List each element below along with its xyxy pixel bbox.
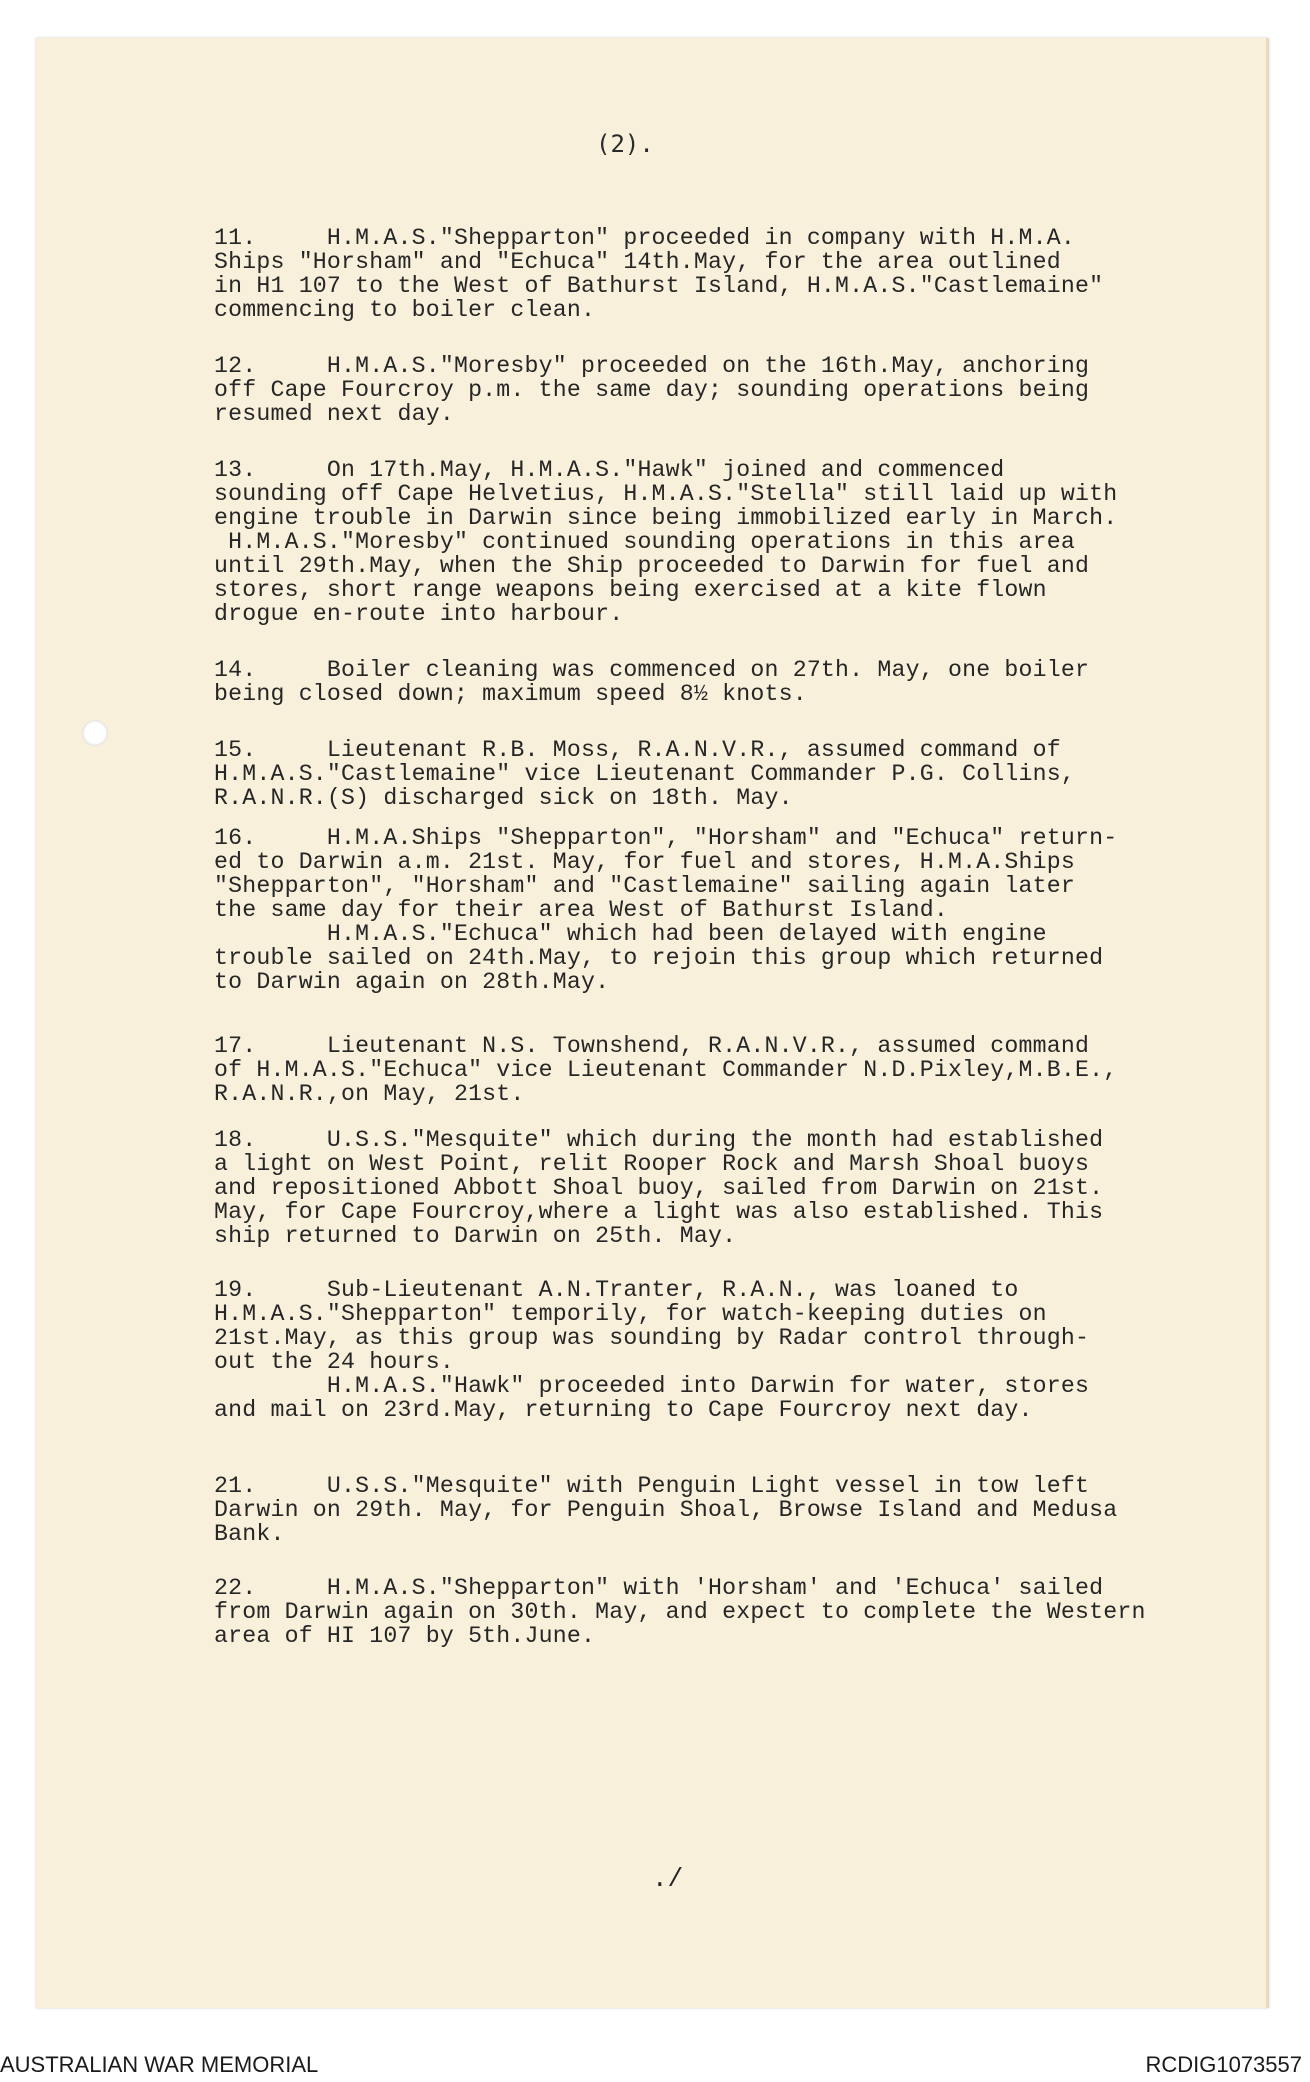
text-line: being closed down; maximum speed 8½ knots.	[214, 681, 807, 707]
text-line: "Shepparton", "Horsham" and "Castlemaine" sailing again later	[214, 873, 1076, 899]
text-line: 17. Lieutenant N.S. Townshend, R.A.N.V.R., assumed command	[214, 1033, 1090, 1059]
text-line: 14. Boiler cleaning was commenced on 27th. May, one boiler	[214, 657, 1090, 683]
text-line: 19. Sub-Lieutenant A.N.Tranter, R.A.N., was loaned to	[214, 1277, 1019, 1303]
document-page	[36, 38, 1269, 2008]
text-line: H.M.A.S."Hawk" proceeded into Darwin for water, stores	[214, 1373, 1090, 1399]
text-line: area of HI 107 by 5th.June.	[214, 1623, 596, 1649]
paragraph-15	[214, 738, 1214, 810]
paragraph-12	[214, 354, 1214, 426]
continuation-mark: ./	[652, 1864, 684, 1894]
footer-id: RCDIG1073557	[1145, 2052, 1302, 2077]
text-line: drogue en-route into harbour.	[214, 601, 624, 627]
text-line: the same day for their area West of Bathurst Island.	[214, 897, 948, 923]
text-line: sounding off Cape Helvetius, H.M.A.S."Stella" still laid up with	[214, 481, 1118, 507]
text-line: ship returned to Darwin on 25th. May.	[214, 1223, 737, 1249]
text-line: and mail on 23rd.May, returning to Cape Fourcroy next day.	[214, 1397, 1033, 1423]
text-line: until 29th.May, when the Ship proceeded to Darwin for fuel and	[214, 553, 1090, 579]
text-line: in H1 107 to the West of Bathurst Island, H.M.A.S."Castlemaine"	[214, 273, 1104, 299]
text-line: H.M.A.S."Castlemaine" vice Lieutenant Commander P.G. Collins,	[214, 761, 1076, 787]
text-line: H.M.A.S."Moresby" continued sounding operations in this area	[214, 529, 1076, 555]
text-line: R.A.N.R.,on May, 21st.	[214, 1081, 525, 1107]
text-line: a light on West Point, relit Rooper Rock and Marsh Shoal buoys	[214, 1151, 1090, 1177]
text-line: 21st.May, as this group was sounding by Radar control through-	[214, 1325, 1090, 1351]
paragraph-18	[214, 1128, 1214, 1248]
text-line: engine trouble in Darwin since being immobilized early in March.	[214, 505, 1118, 531]
punch-hole	[82, 720, 108, 746]
paragraph-14	[214, 658, 1214, 706]
paragraph-19	[214, 1278, 1214, 1422]
footer-source: AUSTRALIAN WAR MEMORIAL	[0, 2052, 319, 2077]
paragraph-16	[214, 826, 1214, 994]
text-line: 16. H.M.A.Ships "Shepparton", "Horsham" and "Echuca" return-	[214, 825, 1118, 851]
page-number: (2).	[596, 130, 654, 158]
text-line: 13. On 17th.May, H.M.A.S."Hawk" joined and commenced	[214, 457, 1005, 483]
text-line: R.A.N.R.(S) discharged sick on 18th. May.	[214, 785, 793, 811]
text-line: H.M.A.S."Echuca" which had been delayed with engine	[214, 921, 1047, 947]
text-line: off Cape Fourcroy p.m. the same day; sounding operations being	[214, 377, 1090, 403]
text-line: out the 24 hours.	[214, 1349, 454, 1375]
text-line: 21. U.S.S."Mesquite" with Penguin Light vessel in tow left	[214, 1473, 1090, 1499]
paragraph-21	[214, 1474, 1214, 1546]
text-line: Ships "Horsham" and "Echuca" 14th.May, for the area outlined	[214, 249, 1061, 275]
text-line: trouble sailed on 24th.May, to rejoin this group which returned	[214, 945, 1104, 971]
text-line: 11. H.M.A.S."Shepparton" proceeded in company with H.M.A.	[214, 225, 1076, 251]
paragraph-17	[214, 1034, 1214, 1106]
text-line: commencing to boiler clean.	[214, 297, 596, 323]
paragraph-22	[214, 1576, 1214, 1648]
paragraph-11	[214, 226, 1214, 322]
text-line: of H.M.A.S."Echuca" vice Lieutenant Commander N.D.Pixley,M.B.E.,	[214, 1057, 1118, 1083]
text-line: 15. Lieutenant R.B. Moss, R.A.N.V.R., assumed command of	[214, 737, 1061, 763]
text-line: Darwin on 29th. May, for Penguin Shoal, Browse Island and Medusa	[214, 1497, 1118, 1523]
text-line: and repositioned Abbott Shoal buoy, sailed from Darwin on 21st.	[214, 1175, 1104, 1201]
text-line: to Darwin again on 28th.May.	[214, 969, 610, 995]
text-line: 12. H.M.A.S."Moresby" proceeded on the 16th.May, anchoring	[214, 353, 1090, 379]
text-line: May, for Cape Fourcroy,where a light was also established. This	[214, 1199, 1104, 1225]
text-line: resumed next day.	[214, 401, 454, 427]
text-line: Bank.	[214, 1521, 285, 1547]
text-line: 18. U.S.S."Mesquite" which during the month had established	[214, 1127, 1104, 1153]
text-line: 22. H.M.A.S."Shepparton" with 'Horsham' and 'Echuca' sailed	[214, 1575, 1104, 1601]
paragraph-13	[214, 458, 1214, 626]
text-line: from Darwin again on 30th. May, and expect to complete the Western	[214, 1599, 1146, 1625]
text-line: H.M.A.S."Shepparton" temporily, for watch-keeping duties on	[214, 1301, 1047, 1327]
text-line: stores, short range weapons being exercised at a kite flown	[214, 577, 1047, 603]
text-line: ed to Darwin a.m. 21st. May, for fuel and stores, H.M.A.Ships	[214, 849, 1076, 875]
